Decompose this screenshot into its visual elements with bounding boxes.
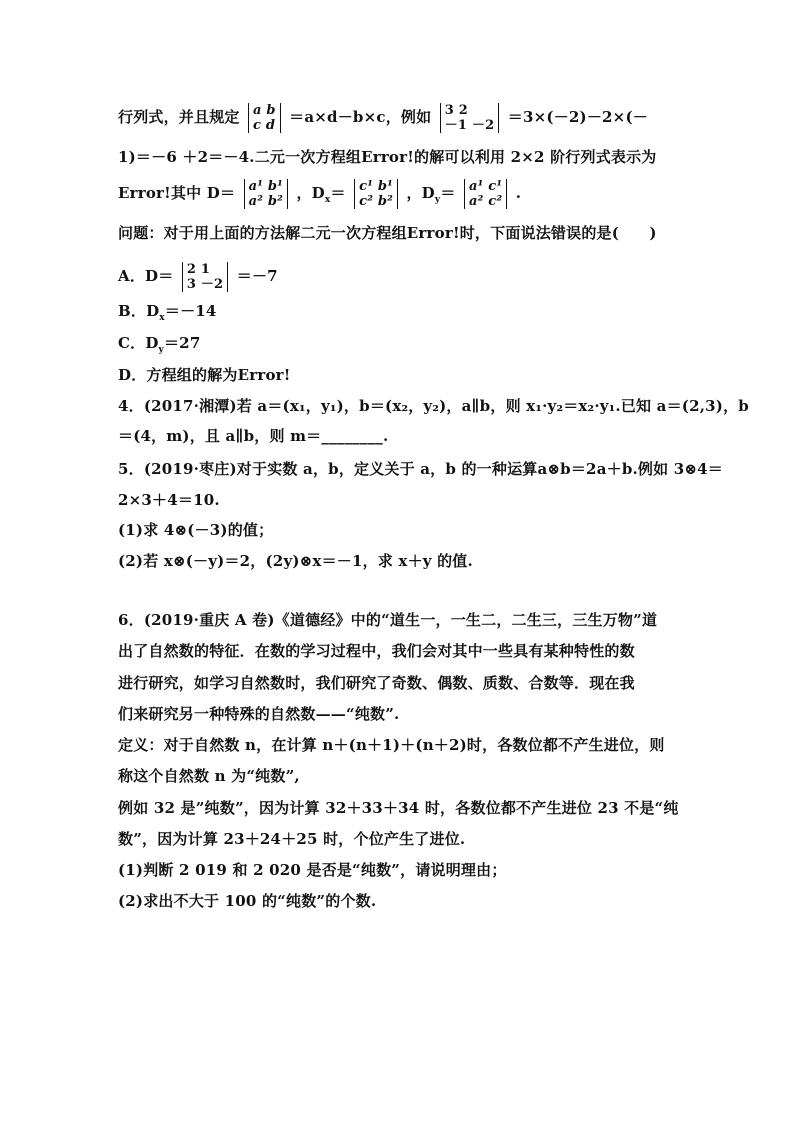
det-row: 2 1 [186, 262, 211, 277]
subscript: x [324, 195, 331, 205]
q6-line-3: 进行研究，如学习自然数时，我们研究了奇数、偶数、质数、合数等．现在我 [118, 674, 635, 692]
intro-text: Error!其中 D＝ [118, 184, 236, 202]
det-row: a² c² [468, 194, 503, 209]
option-text: ＝－7 [236, 267, 278, 285]
det-row: c² b² [359, 194, 394, 209]
det-row: c d [253, 118, 276, 133]
q6-line-6: 称这个自然数 n 为“纯数”, [118, 767, 300, 785]
det-row: a² b² [248, 194, 284, 209]
q6-line-1: 6．(2019·重庆 A 卷)《道德经》中的“道生一，一生二，二生三，三生万物”道 [118, 611, 658, 629]
intro-line-2 [118, 147, 678, 167]
intro-text: 1)＝－6 ＋2＝－4.二元一次方程组Error!的解可以利用 2×2 阶行列式表示为 [118, 148, 657, 166]
q6-line-10: (2)求出不大于 100 的“纯数”的个数. [118, 892, 377, 910]
determinant-d [244, 179, 288, 209]
q6-line-5: 定义：对于自然数 n，在计算 n＋(n＋1)＋(n＋2)时，各数位都不产生进位，则 [118, 736, 665, 754]
intro-text: ，D [296, 184, 325, 202]
option-text: B．D [118, 302, 160, 320]
det-row: －1 －2 [444, 118, 495, 133]
q5-line-4: (2)若 x⊗(－y)＝2，(2y)⊗x＝－1，求 x＋y 的值. [118, 552, 473, 570]
q6-line-7: 例如 32 是”纯数”，因为计算 32＋33＋34 时，各数位都不产生进位 23 不是“纯 [118, 799, 679, 817]
det-row: 3 2 [444, 103, 468, 118]
q6-line-2: 出了自然数的特征．在数的学习过程中，我们会对其中一些具有某种特性的数 [118, 642, 635, 660]
determinant-example [440, 103, 500, 133]
intro-text: ＝ [440, 184, 456, 202]
option-c [118, 333, 678, 360]
det-row: a b [253, 103, 276, 118]
subscript: y [158, 345, 164, 355]
det-row: a¹ c¹ [468, 179, 503, 194]
q4-line-1: 4．(2017·湘潭)若 a＝(x₁，y₁)，b＝(x₂，y₂)，a∥b，则 x₁·y₂＝x₂·y₁.已知 a＝(2,3)，b [118, 397, 749, 415]
q4-line-2: ＝(4，m)，且 a∥b，则 m＝________. [118, 427, 389, 445]
determinant-option-a [182, 262, 228, 292]
option-b [118, 301, 678, 328]
intro-text: ＝ [330, 184, 346, 202]
intro-line-1 [118, 103, 678, 133]
determinant-definition [248, 103, 281, 133]
determinant-dy [464, 179, 507, 209]
option-a [118, 262, 678, 292]
q5-line-2: 2×3＋4＝10. [118, 491, 220, 509]
option-text: A．D＝ [118, 267, 174, 285]
intro-text: 行列式，并且规定 [118, 108, 240, 126]
intro-text: . [515, 184, 522, 202]
q5-line-1: 5．(2019·枣庄)对于实数 a，b，定义关于 a，b 的一种运算a⊗b＝2a＋b.例如 3⊗4＝ [118, 460, 723, 478]
intro-text: ＝a×d－b×c，例如 [289, 108, 432, 126]
subscript: x [159, 313, 165, 323]
question-stem: 问题：对于用上面的方法解二元一次方程组Error!时，下面说法错误的是( ) [118, 224, 657, 242]
q6-line-8: 数”，因为计算 23＋24＋25 时，个位产生了进位. [118, 830, 466, 848]
determinant-dx [354, 179, 398, 209]
q5-line-3: (1)求 4⊗(－3)的值； [118, 521, 274, 539]
det-row: c¹ b¹ [359, 179, 394, 194]
subscript: y [434, 195, 441, 205]
q6-line-4: 们来研究另一种特殊的自然数——“纯数”. [118, 705, 400, 723]
det-row: 3 －2 [186, 277, 224, 292]
det-row: a¹ b¹ [248, 179, 284, 194]
option-text: ＝－14 [164, 302, 217, 320]
intro-text: ，D [406, 184, 435, 202]
option-text: ＝27 [163, 334, 201, 352]
option-d: D．方程组的解为Error! [118, 366, 291, 384]
option-text: C．D [118, 334, 159, 352]
intro-text: ＝3×(－2)－2×(－ [507, 108, 648, 126]
intro-line-3 [118, 179, 678, 210]
q6-line-9: (1)判断 2 019 和 2 020 是否是“纯数”，请说明理由； [118, 861, 507, 879]
